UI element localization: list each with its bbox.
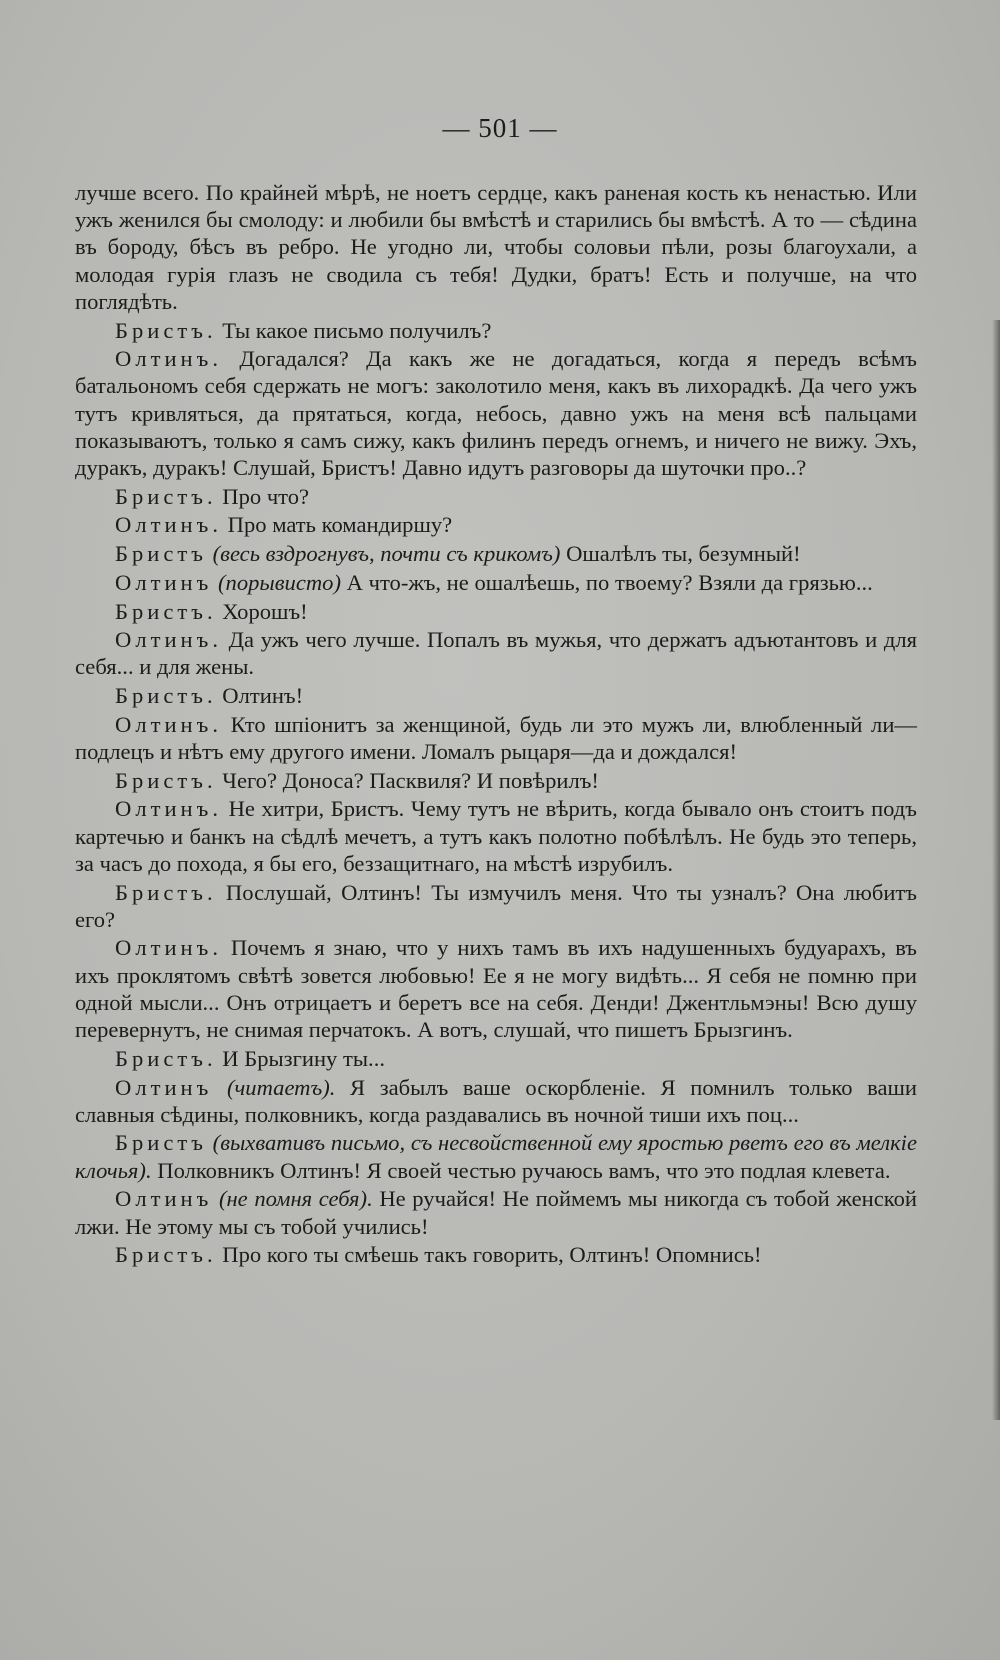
paragraph-text: И Брызгину ты... [222, 1045, 386, 1071]
speaker-name: Олтинъ. [115, 512, 222, 538]
page-edge-shadow [992, 320, 1000, 1420]
paragraph [75, 483, 917, 510]
stage-direction: (не помня себя). [218, 1186, 373, 1212]
paragraph [75, 345, 917, 481]
paragraph-text: Кто шпіонитъ за женщиной, будь ли это мужъ ли, влюбленный ли—подлецъ и нѣтъ ему другого имени. Ломалъ рыцаря—да и дождался! [75, 711, 918, 765]
speaker-name: Олтинъ. [115, 711, 222, 737]
speaker-name: Бристъ. [115, 1242, 217, 1268]
paragraph [75, 569, 917, 596]
speaker-name: Бристъ. [115, 879, 217, 905]
speaker-name: Бристъ [115, 1130, 207, 1156]
paragraph-text: Догадался? Да какъ же не догадаться, когда я передъ всѣмъ батальономъ себя сдержать не могъ: заколотило меня, какъ въ лихорадкѣ. Да чего ужъ тутъ кривляться, да прятаться, когда, небось, давно ужъ на меня всѣ пальцами показываютъ, только я самъ сижу, какъ филинъ передъ огнемъ, и ничего не вижу. Эхъ, дуракъ, дуракъ! Слушай, Бристъ! Давно идутъ разговоры да шуточки про..? [75, 346, 917, 481]
paragraph-text: Да ужъ чего лучше. Попалъ въ мужья, что держатъ адъютантовъ и для себя... и для жены. [75, 627, 917, 680]
paragraph [75, 511, 917, 538]
speaker-name: Олтинъ. [115, 796, 222, 822]
speaker-name: Олтинъ [115, 569, 213, 595]
paragraph [75, 598, 917, 625]
paragraph [75, 626, 917, 680]
text-body [75, 179, 917, 1270]
paragraph-text: Про мать командиршу? [227, 512, 453, 538]
speaker-name: Бристъ. [115, 683, 217, 709]
paragraph [75, 711, 917, 765]
paragraph-text: Про что? [222, 483, 310, 509]
paragraph-text: Не хитри, Бристъ. Чему тутъ не вѣрить, когда бывало онъ стоитъ подъ картечью и банкъ на сѣдлѣ мечетъ, а тутъ какъ полотно побѣлѣлъ. Не будь это теперь, за часъ до похода, я бы его, беззащитнаго, на мѣстѣ изрубилъ. [75, 796, 917, 876]
paragraph [75, 795, 917, 877]
paragraph [75, 879, 917, 933]
paragraph-text: Я забылъ ваше оскорбленіе. Я помнилъ только ваши славныя сѣдины, полковникъ, когда раздавались въ ночной тиши ихъ поц... [75, 1074, 918, 1127]
paragraph [75, 1074, 917, 1128]
speaker-name: Олтинъ. [115, 935, 222, 961]
paragraph [75, 682, 917, 709]
paragraph-text: А что-жъ, не ошалѣешь, по твоему? Взяли да грязью... [346, 569, 873, 595]
paragraph-text: Ты какое письмо получилъ? [222, 317, 492, 343]
paragraph [75, 1241, 917, 1268]
paragraph-text: Про кого ты смѣешь такъ говорить, Олтинъ! Опомнись! [222, 1242, 762, 1268]
paragraph [75, 1185, 917, 1239]
paragraph [75, 1129, 917, 1183]
paragraph-text: Не ручайся! Не поймемъ мы никогда съ тобой женской лжи. Не этому мы съ тобой учились! [75, 1186, 917, 1239]
paragraph-text: Полковникъ Олтинъ! Я своей честью ручаюсь вамъ, что это подлая клевета. [157, 1157, 891, 1183]
paragraph-text: Олтинъ! [222, 683, 304, 709]
speaker-name: Бристъ. [115, 1045, 217, 1071]
paragraph [75, 767, 917, 794]
paragraph [75, 934, 917, 1043]
speaker-name: Бристъ. [115, 317, 217, 343]
page-number: — 501 — [442, 113, 558, 143]
paragraph [75, 540, 917, 567]
paragraph-text: лучше всего. По крайней мѣрѣ, не ноетъ сердце, какъ раненая кость къ ненастью. Или ужъ женился бы смолоду: и любили бы вмѣстѣ и старились бы вмѣстѣ. А то — сѣдина въ бороду, бѣсъ въ ребро. Не угодно ли, чтобы соловьи пѣли, розы благоухали, а молодая гурія глазъ не сводила съ тебя! Дудки, братъ! Есть и получше, на что поглядѣть. [75, 180, 917, 314]
speaker-name: Бристъ [115, 541, 207, 567]
paragraph-text: Ошалѣлъ ты, безумный! [566, 541, 801, 567]
speaker-name: Олтинъ. [115, 627, 222, 653]
speaker-name: Бристъ. [115, 598, 217, 624]
speaker-name: Олтинъ [115, 1186, 213, 1212]
paragraph-text: Почемъ я знаю, что у нихъ тамъ въ ихъ надушенныхъ будуарахъ, въ ихъ проклятомъ свѣтѣ зовется любовью! Ее я не могу видѣть... Я себя не помню при одной мысли... Онъ отрицаетъ и беретъ все на себя. Денди! Джентльмэны! Всю душу перевернутъ, не снимая перчатокъ. А вотъ, слушай, что пишетъ Брызгинъ. [75, 935, 917, 1043]
stage-direction: (читаетъ). [226, 1074, 336, 1100]
paragraph [75, 179, 917, 315]
stage-direction: (порывисто) [218, 569, 341, 595]
paragraph [75, 317, 917, 344]
paragraph-text: Послушай, Олтинъ! Ты измучилъ меня. Что ты узналъ? Она любитъ его? [75, 879, 917, 932]
stage-direction: (весь вздрогнувъ, почти съ крикомъ) [212, 541, 561, 567]
speaker-name: Бристъ. [115, 767, 217, 793]
paragraph-text: Чего? Доноса? Пасквиля? И повѣрилъ! [222, 767, 599, 793]
speaker-name: Олтинъ. [115, 346, 222, 372]
speaker-name: Бристъ. [115, 483, 217, 509]
paragraph [75, 1045, 917, 1072]
paragraph-text: Хорошъ! [222, 598, 308, 624]
speaker-name: Олтинъ [115, 1074, 213, 1100]
stage-direction: (выхвативъ письмо, съ несвойственной ему яростью рветъ его въ мелкіе клочья). [75, 1130, 917, 1183]
